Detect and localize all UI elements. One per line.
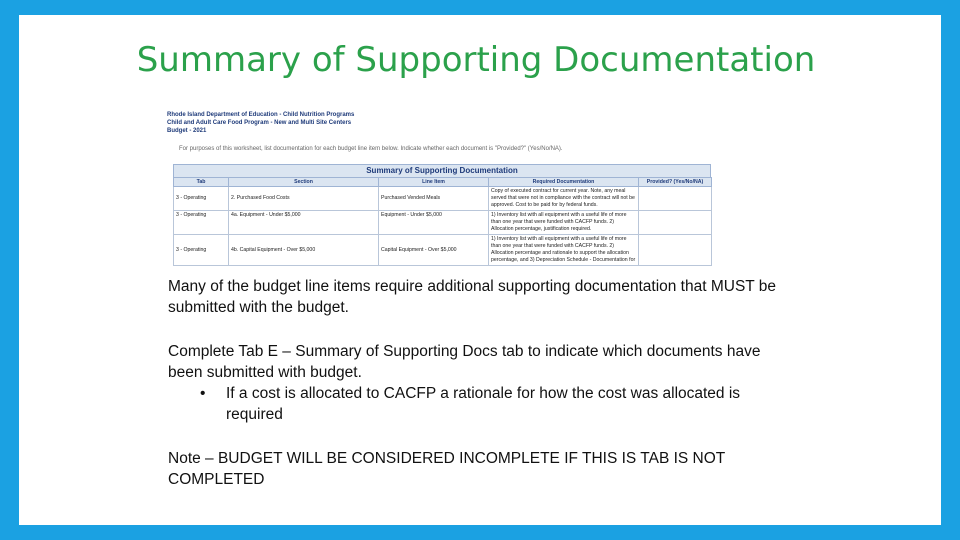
- spreadsheet-instruction: For purposes of this worksheet, list documentation for each budget line item below. Indicate whether each document is "Provided?" (Yes/No/NA).: [179, 146, 563, 152]
- table-row: [174, 235, 712, 266]
- table-cell: 4b. Capital Equipment - Over $5,000: [229, 235, 379, 266]
- table-row: [174, 187, 712, 211]
- spreadsheet-sheet-title: Summary of Supporting Documentation: [173, 164, 711, 178]
- column-header: Tab: [174, 178, 229, 187]
- body-paragraph-budget-items: Many of the budget line items require additional supporting documentation that MUST be submitted with the budget.: [168, 278, 777, 316]
- table-cell: 3 - Operating: [174, 187, 229, 211]
- table-cell: 4a. Equipment - Under $5,000: [229, 211, 379, 235]
- column-header: Line Item: [379, 178, 489, 187]
- table-row: [174, 211, 712, 235]
- table-cell: [639, 235, 712, 266]
- table-cell: 2. Purchased Food Costs: [229, 187, 379, 211]
- bullet-icon: •: [200, 385, 206, 402]
- body-note: Note – BUDGET WILL BE CONSIDERED INCOMPLETE IF THIS IS TAB IS NOT COMPLETED: [168, 450, 725, 488]
- table-cell: 1) Inventory list with all equipment with a useful life of more than one year that were funded with CACFP funds. 2) Allocation percentage, justification required.: [489, 211, 639, 235]
- spreadsheet-screenshot: [165, 110, 715, 263]
- bullet-text: If a cost is allocated to CACFP a rationale for how the cost was allocated is required: [226, 385, 741, 423]
- spreadsheet-header-line: Rhode Island Department of Education - Child Nutrition Programs: [167, 112, 355, 118]
- table-cell: Equipment - Under $5,000: [379, 211, 489, 235]
- spreadsheet-header-line: Budget - 2021: [167, 128, 207, 134]
- table-cell: [639, 187, 712, 211]
- table-cell: 1) Inventory list with all equipment with a useful life of more than one year that were funded with CACFP funds. 2) Allocation percentage and rationale to support the allocation percentage, and 3) Depreciation Schedule - Documentation for: [489, 235, 639, 266]
- table-header-row: [174, 178, 712, 187]
- table-cell: Copy of executed contract for current year. Note, any meal served that were not in compliance with the contract will not be approved. Cost to be paid for by federal funds.: [489, 187, 639, 211]
- table-cell: [639, 211, 712, 235]
- documentation-table: [173, 177, 712, 266]
- column-header: Required Documentation: [489, 178, 639, 187]
- column-header: Provided? (Yes/No/NA): [639, 178, 712, 187]
- table-cell: 3 - Operating: [174, 235, 229, 266]
- table-cell: Purchased Vended Meals: [379, 187, 489, 211]
- bullet-item: [200, 383, 790, 425]
- table-cell: 3 - Operating: [174, 211, 229, 235]
- spreadsheet-header-line: Child and Adult Care Food Program - New and Multi Site Centers: [167, 120, 352, 126]
- column-header: Section: [229, 178, 379, 187]
- table-cell: Capital Equipment - Over $5,000: [379, 235, 489, 266]
- slide-title: Summary of Supporting Documentation: [136, 40, 816, 80]
- body-paragraph-tab-e: Complete Tab E – Summary of Supporting Docs tab to indicate which documents have been submitted with budget.: [168, 343, 761, 381]
